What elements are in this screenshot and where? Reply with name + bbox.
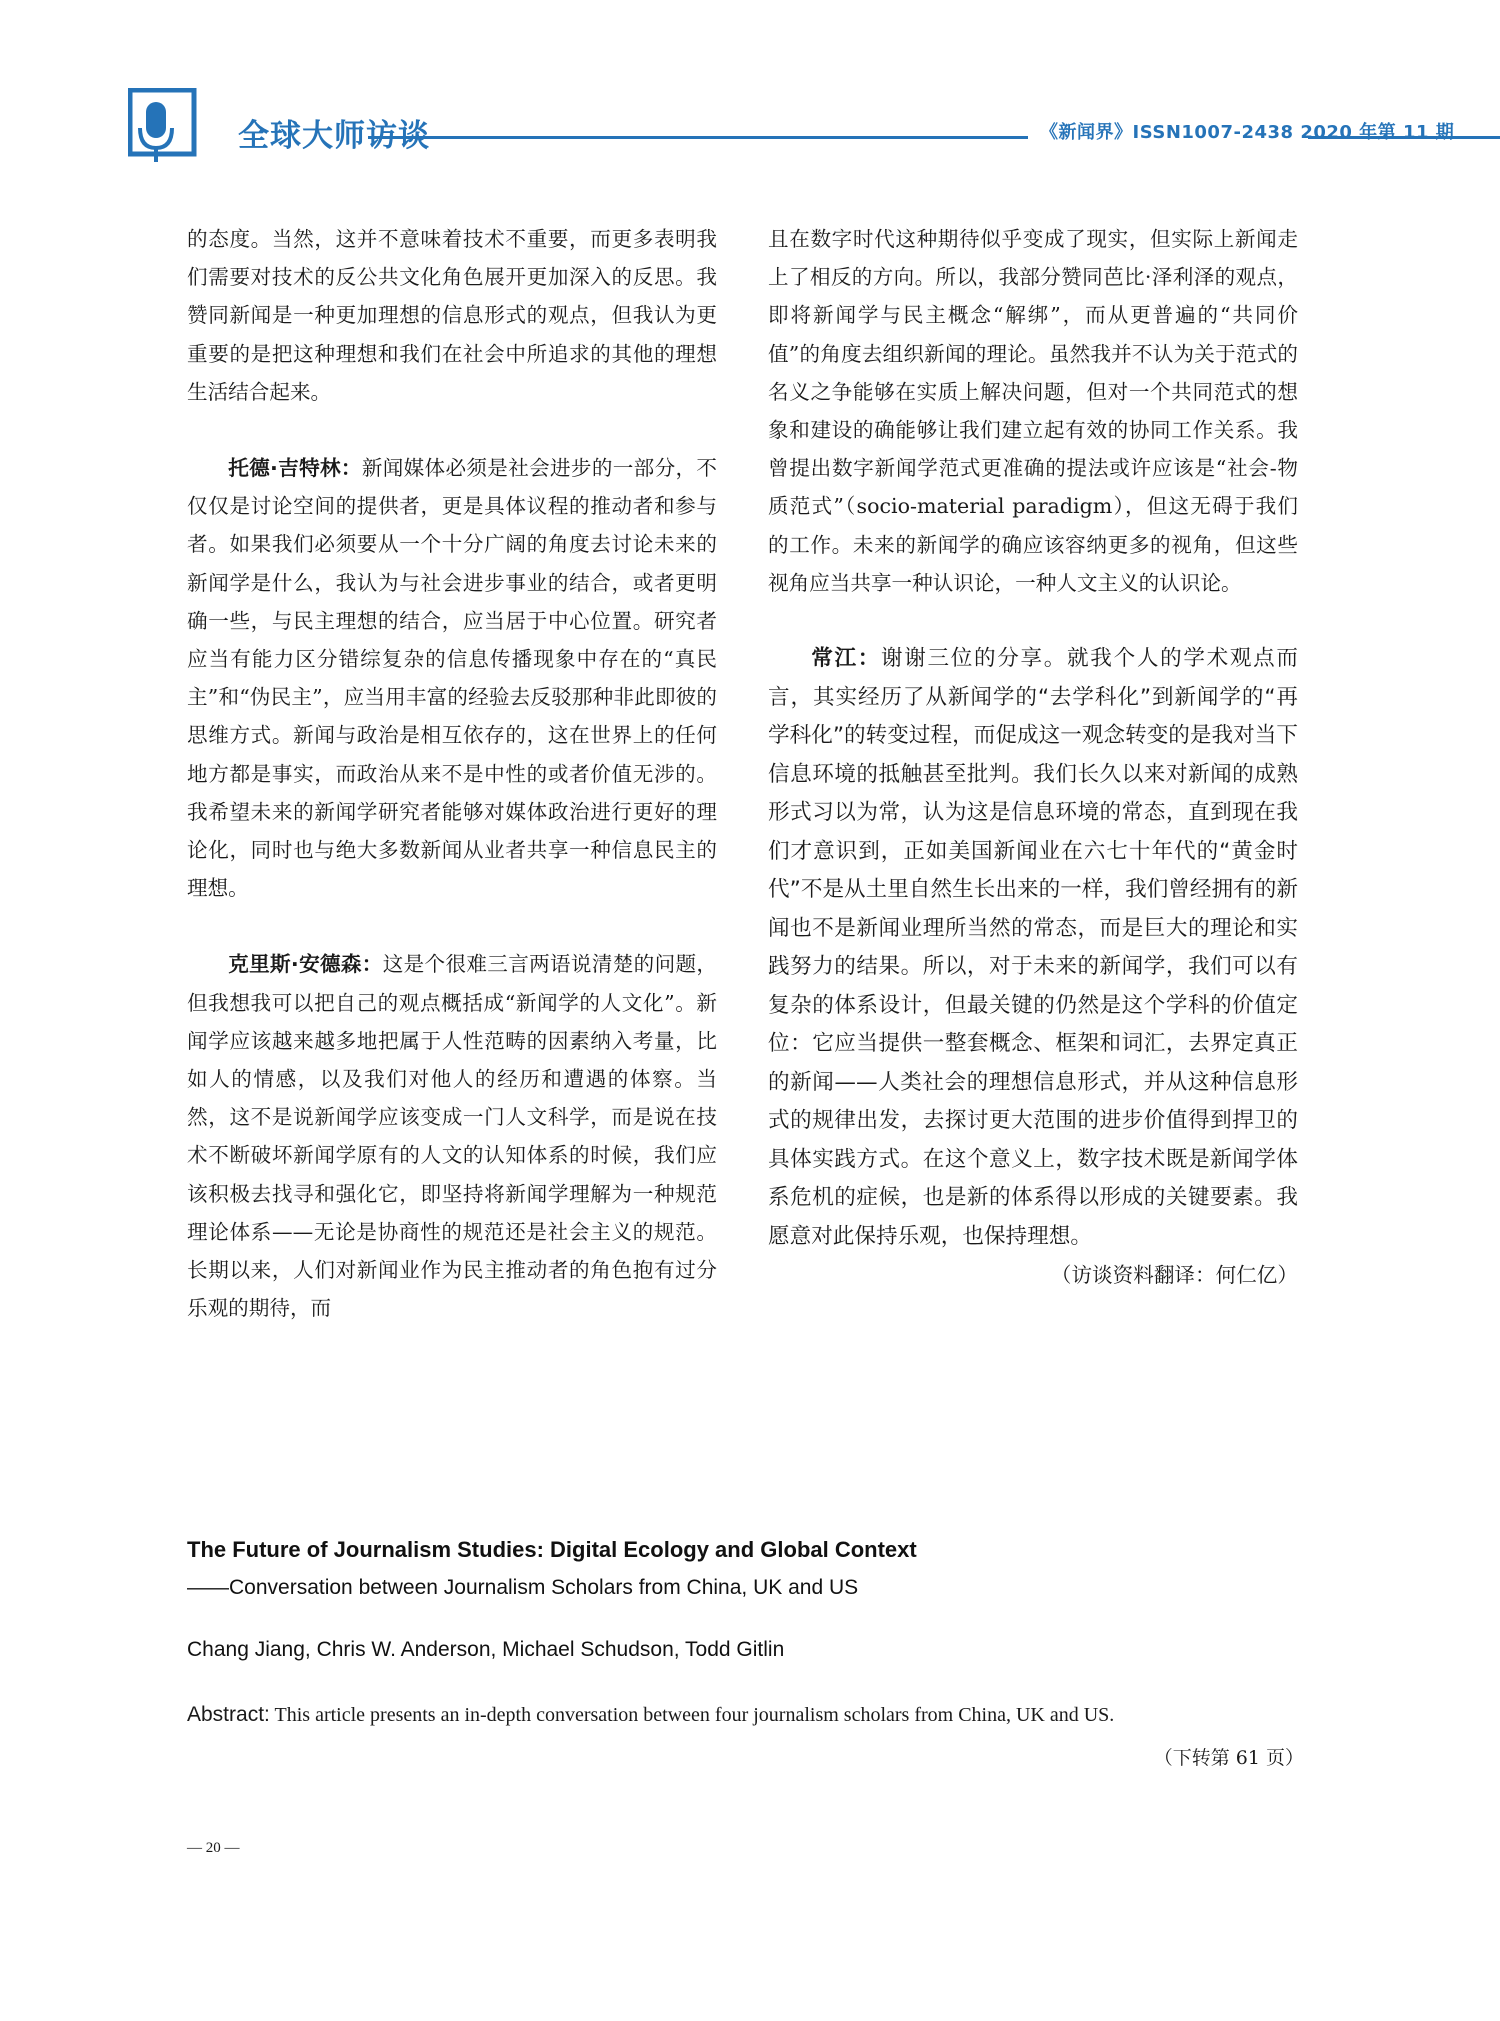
paragraph-changjiang	[768, 640, 1298, 1256]
continued-note: （下转第 61 页）	[1153, 1747, 1304, 1769]
microphone-icon	[128, 88, 236, 168]
paragraph-gitlin	[187, 449, 717, 907]
section-title: 全球大师访谈	[238, 118, 430, 154]
english-subtitle: ——Conversation between Journalism Scholars from China, UK and US	[187, 1576, 859, 1599]
paragraph-anderson	[187, 945, 717, 1327]
abstract-text: This article presents an in-depth conversation between four journalism scholars from China, UK and US.	[269, 1704, 1115, 1726]
header-rule-left	[368, 136, 1028, 139]
paragraph-text: 这是个很难三言两语说清楚的问题，但我想我可以把自己的观点概括成“新闻学的人文化”。新闻学应该越来越多地把属于人性范畴的因素纳入考量，比如人的情感，以及我们对他人的经历和遭遇的体察。当然，这不是说新闻学应该变成一门人文科学，而是说在技术不断破坏新闻学原有的人文的认知体系的时候，我们应该积极去找寻和强化它，即坚持将新闻学理解为一种规范理论体系——无论是协商性的规范还是社会主义的规范。长期以来，人们对新闻业作为民主推动者的角色抱有过分乐观的期待，而	[187, 952, 717, 1321]
paragraph: 的态度。当然，这并不意味着技术不重要，而更多表明我们需要对技术的反公共文化角色展开更加深入的反思。我赞同新闻是一种更加理想的信息形式的观点，但我认为更重要的是把这种理想和我们在社会中所追求的其他的理想生活结合起来。	[187, 227, 717, 404]
left-column	[187, 220, 717, 1327]
translation-credit: （访谈资料翻译：何仁亿）	[1050, 1263, 1298, 1288]
page-number: — 20 —	[187, 1840, 240, 1856]
header-rule-right	[1308, 136, 1500, 139]
page-header	[128, 88, 1500, 178]
paragraph: 且在数字时代这种期待似乎变成了现实，但实际上新闻走上了相反的方向。所以，我部分赞同芭比·泽利泽的观点，即将新闻学与民主概念“解绑”，而从更普遍的“共同价值”的角度去组织新闻的理论。虽然我并不认为关于范式的名义之争能够在实质上解决问题，但对一个共同范式的想象和建设的确能够让我们建立起有效的协同工作关系。我曾提出数字新闻学范式更准确的提法或许应该是“社会-物质范式”（socio-material paradigm），但这无碍于我们的工作。未来的新闻学的确应该容纳更多的视角，但这些视角应当共享一种认识论，一种人文主义的认识论。	[768, 227, 1298, 595]
english-title: The Future of Journalism Studies: Digital Ecology and Global Context	[187, 1537, 917, 1562]
speaker-name: 托德·吉特林：	[228, 456, 362, 481]
paragraph-text: 新闻媒体必须是社会进步的一部分，不仅仅是讨论空间的提供者，更是具体议程的推动者和参与者。如果我们必须要从一个十分广阔的角度去讨论未来的新闻学是什么，我认为与社会进步事业的结合，或者更明确一些，与民主理想的结合，应当居于中心位置。研究者应当有能力区分错综复杂的信息传播现象中存在的“真民主”和“伪民主”，应当用丰富的经验去反驳那种非此即彼的思维方式。新闻与政治是相互依存的，这在世界上的任何地方都是事实，而政治从来不是中性的或者价值无涉的。我希望未来的新闻学研究者能够对媒体政治进行更好的理论化，同时也与绝大多数新闻从业者共享一种信息民主的理想。	[187, 456, 718, 901]
english-abstract	[187, 1702, 1307, 1727]
abstract-label: Abstract:	[187, 1703, 270, 1726]
paragraph-text: 谢谢三位的分享。就我个人的学术观点而言，其实经历了从新闻学的“去学科化”到新闻学的“再学科化”的转变过程，而促成这一观念转变的是我对当下信息环境的抵触甚至批判。我们长久以来对新闻的成熟形式习以为常，认为这是信息环境的常态，直到现在我们才意识到，正如美国新闻业在六七十年代的“黄金时代”不是从土里自然生长出来的一样，我们曾经拥有的新闻也不是新闻业理所当然的常态，而是巨大的理论和实践努力的结果。所以，对于未来的新闻学，我们可以有复杂的体系设计，但最关键的仍然是这个学科的价值定位：它应当提供一整套概念、框架和词汇，去界定真正的新闻——人类社会的理想信息形式，并从这种信息形式的规律出发，去探讨更大范围的进步价值得到捍卫的具体实践方式。在这个意义上，数字技术既是新闻学体系危机的症候，也是新的体系得以形成的关键要素。我愿意对此保持乐观，也保持理想。	[768, 646, 1298, 1249]
speaker-name: 克里斯·安德森：	[228, 952, 383, 977]
journal-info: 《新闻界》ISSN1007-2438 2020 年第 11 期	[1040, 122, 1455, 143]
english-authors: Chang Jiang, Chris W. Anderson, Michael Schudson, Todd Gitlin	[187, 1638, 785, 1661]
right-column	[768, 220, 1298, 1294]
speaker-name: 常江：	[811, 646, 881, 672]
